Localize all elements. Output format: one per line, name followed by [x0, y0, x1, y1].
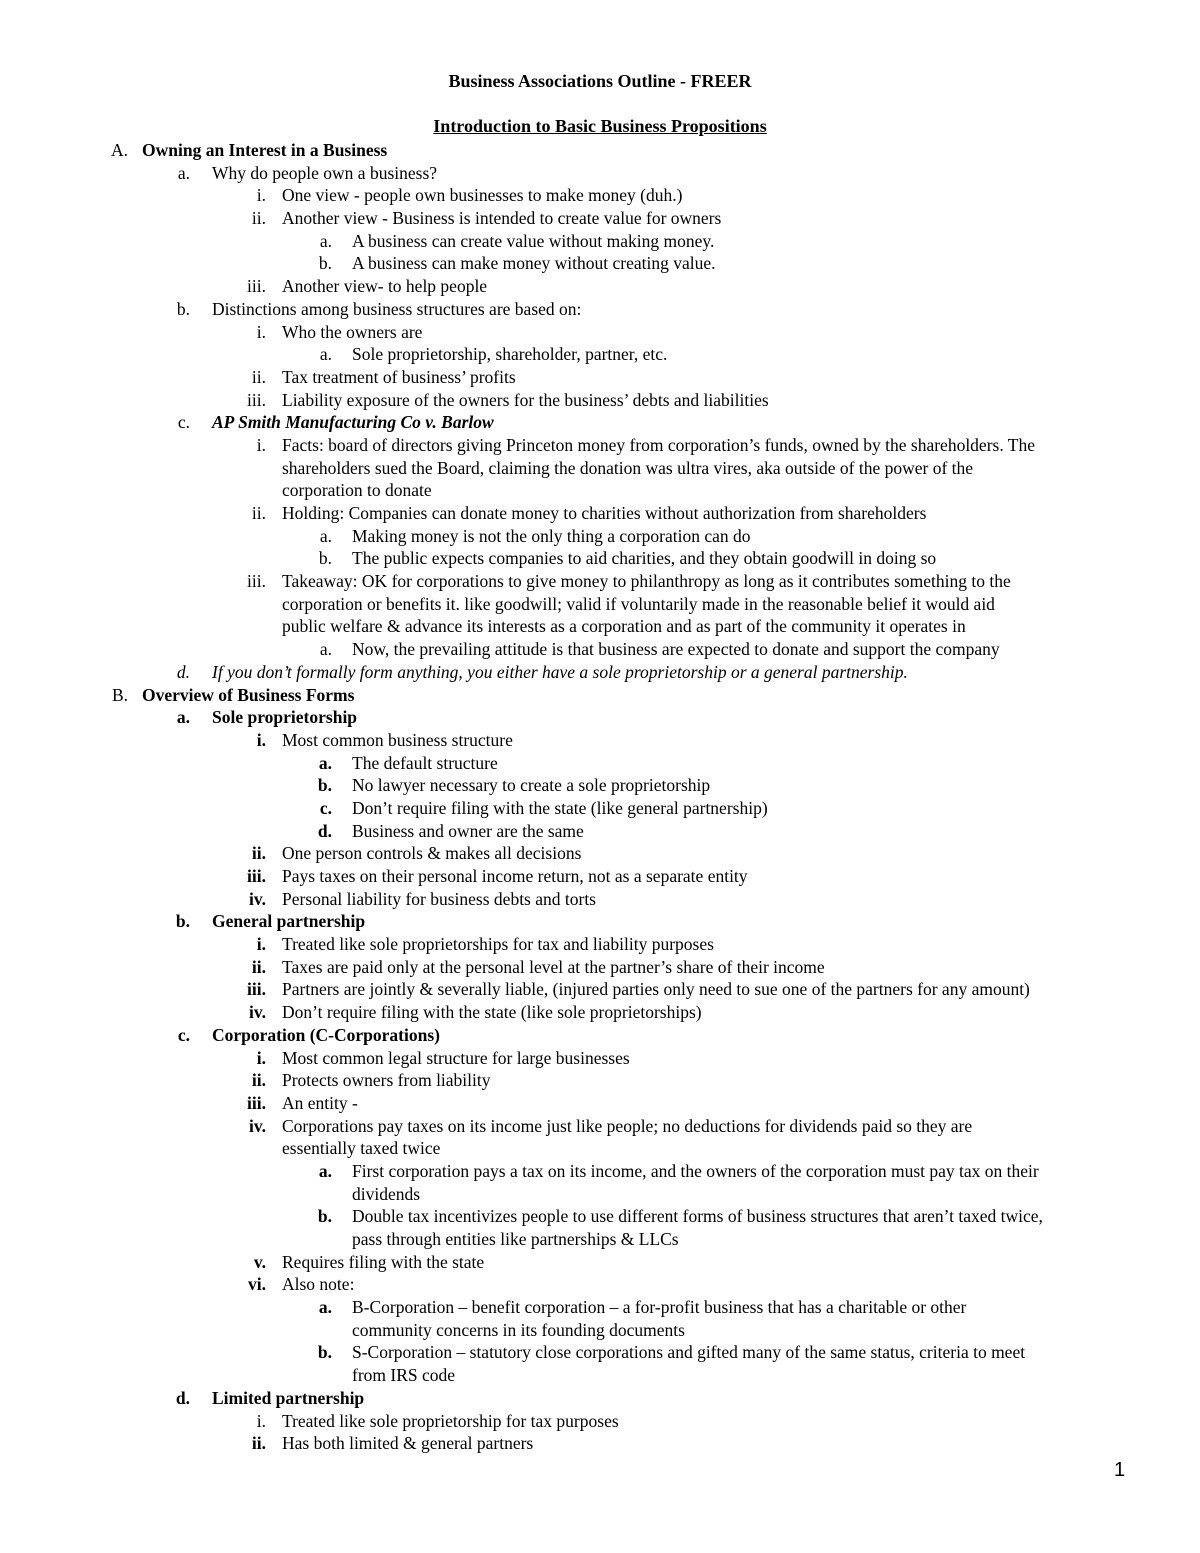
- list-marker: a.: [318, 1160, 332, 1181]
- list-marker: i.: [256, 934, 266, 955]
- outline-text: pass through entities like partnerships & LLCs: [352, 1229, 679, 1249]
- outline-text: A business can create value without making money.: [352, 230, 715, 251]
- list-marker: i.: [256, 185, 266, 206]
- outline-line: [0, 434, 1200, 457]
- list-marker: iii.: [247, 979, 266, 1000]
- outline-text: No lawyer necessary to create a sole proprietorship: [352, 775, 711, 796]
- page-number: 1: [1114, 1459, 1126, 1481]
- outline-text: community concerns in its founding documents: [352, 1319, 685, 1340]
- list-marker: b.: [318, 548, 332, 569]
- outline-text: Personal liability for business debts and torts: [282, 888, 596, 909]
- outline-text: Pays taxes on their personal income return, not as a separate entity: [282, 866, 748, 886]
- outline-text: Business and owner are the same: [352, 820, 584, 841]
- outline-line: [0, 888, 1200, 911]
- outline-text: Don’t require filing with the state (like general partnership): [352, 797, 768, 818]
- outline-line: [0, 865, 1200, 888]
- outline-line: [0, 842, 1200, 865]
- outline-line: [0, 570, 1200, 593]
- outline-line: [0, 1251, 1200, 1274]
- outline-line: [0, 1183, 1200, 1206]
- list-marker: d.: [176, 661, 190, 682]
- outline-text: Requires filing with the state: [282, 1251, 485, 1272]
- outline-line: [0, 1410, 1200, 1433]
- outline-line: [0, 547, 1200, 570]
- outline-text: from IRS code: [352, 1365, 456, 1386]
- outline-line: [0, 1432, 1200, 1455]
- outline-line: [0, 1273, 1200, 1296]
- outline-text: Tax treatment of business’ profits: [282, 366, 516, 387]
- list-marker: iv.: [248, 888, 266, 909]
- list-marker: iii.: [247, 276, 266, 297]
- outline-text: Corporations pay taxes on its income just like people; no deductions for dividends paid so they are: [282, 1115, 973, 1136]
- outline-line: [0, 1092, 1200, 1115]
- outline-text: Now, the prevailing attitude is that business are expected to donate and support the company: [352, 639, 1000, 660]
- list-marker: ii.: [251, 503, 266, 523]
- list-marker: ii.: [251, 956, 266, 977]
- outline-line: [0, 479, 1200, 502]
- outline-line: [0, 820, 1200, 843]
- outline-text: Why do people own a business?: [212, 162, 438, 183]
- outline-line: [0, 525, 1200, 548]
- outline-text: Most common business structure: [282, 729, 513, 750]
- outline-text: AP Smith Manufacturing Co v. Barlow: [212, 412, 494, 433]
- outline-text: Who the owners are: [282, 321, 423, 342]
- outline-line: [0, 207, 1200, 230]
- outline-text: Corporation (C-Corporations): [212, 1024, 440, 1045]
- outline-line: [0, 502, 1200, 525]
- list-marker: iii.: [247, 571, 266, 592]
- outline-line: [0, 706, 1200, 729]
- outline-line: [0, 615, 1200, 638]
- list-marker: v.: [253, 1251, 266, 1272]
- outline-text: Making money is not the only thing a corporation can do: [352, 525, 751, 546]
- outline-line: [0, 1024, 1200, 1047]
- outline-line: [0, 1047, 1200, 1070]
- list-marker: ii.: [251, 1433, 266, 1454]
- list-marker: iii.: [247, 866, 266, 886]
- list-marker: a.: [319, 525, 332, 546]
- list-marker: ii.: [251, 366, 266, 387]
- outline-text: One person controls & makes all decisions: [282, 843, 582, 864]
- outline-text: A business can make money without creating value.: [352, 253, 716, 274]
- outline-text: Protects owners from liability: [282, 1070, 491, 1091]
- outline-line: [0, 343, 1200, 366]
- outline-line: [0, 275, 1200, 298]
- outline-line: [0, 1364, 1200, 1387]
- list-marker: d.: [175, 1387, 190, 1408]
- outline-text: Another view- to help people: [282, 276, 488, 297]
- outline-text: Sole proprietorship: [212, 707, 358, 728]
- outline-text: Holding: Companies can donate money to charities without authorization from shareholders: [282, 503, 927, 523]
- outline-line: [0, 1001, 1200, 1024]
- outline-text: public welfare & advance its interests as a corporation and as part of the community it operates in: [282, 616, 966, 637]
- outline-line: [0, 411, 1200, 434]
- outline-text: Don’t require filing with the state (like sole proprietorships): [282, 1002, 702, 1023]
- list-marker: c.: [177, 412, 190, 433]
- list-marker: b.: [317, 1206, 332, 1227]
- list-marker: B.: [111, 684, 128, 705]
- list-marker: a.: [319, 230, 332, 251]
- list-marker: A.: [110, 140, 128, 160]
- outline-text: The default structure: [352, 752, 498, 773]
- list-marker: c.: [177, 1024, 190, 1045]
- list-marker: a.: [177, 162, 190, 183]
- outline-line: [0, 752, 1200, 775]
- outline-line: [0, 1296, 1200, 1319]
- outline-text: shareholders sued the Board, claiming the donation was ultra vires, aka outside of the power of the: [282, 457, 974, 478]
- outline-line: [0, 1387, 1200, 1410]
- list-marker: a.: [176, 707, 190, 728]
- outline-text: Owning an Interest in a Business: [142, 140, 388, 160]
- outline-line: [0, 593, 1200, 616]
- list-marker: vi.: [248, 1274, 266, 1295]
- outline-line: [0, 797, 1200, 820]
- outline-text: Double tax incentivizes people to use different forms of business structures that aren’t taxed twice,: [352, 1206, 1043, 1227]
- outline-line: [0, 1069, 1200, 1092]
- outline: [0, 139, 1200, 1455]
- outline-text: corporation or benefits it. like goodwill; valid if voluntarily made in the reasonable belief it would aid: [282, 593, 995, 614]
- outline-line: [0, 366, 1200, 389]
- outline-line: [0, 1160, 1200, 1183]
- list-marker: d.: [317, 820, 332, 841]
- list-marker: ii.: [251, 1070, 266, 1091]
- outline-line: [0, 684, 1200, 707]
- outline-line: [0, 661, 1200, 684]
- list-marker: b.: [176, 298, 190, 319]
- outline-text: The public expects companies to aid charities, and they obtain goodwill in doing so: [352, 548, 937, 569]
- list-marker: iii.: [247, 1092, 266, 1113]
- outline-text: Has both limited & general partners: [282, 1433, 534, 1454]
- list-marker: b.: [317, 1342, 332, 1363]
- list-marker: a.: [319, 639, 332, 660]
- outline-text: If you don’t formally form anything, you either have a sole proprietorship or a general partnership.: [212, 661, 908, 682]
- list-marker: i.: [256, 1047, 266, 1068]
- list-marker: i.: [256, 1410, 266, 1431]
- document-title: Business Associations Outline - FREER: [448, 71, 752, 91]
- outline-text: Distinctions among business structures are based on:: [212, 298, 582, 319]
- outline-text: Liability exposure of the owners for the business’ debts and liabilities: [282, 389, 769, 410]
- outline-line: [0, 933, 1200, 956]
- outline-line: [0, 729, 1200, 752]
- outline-text: One view - people own businesses to make money (duh.): [282, 185, 683, 206]
- outline-text: S-Corporation – statutory close corporations and gifted many of the same status, criteria to meet: [352, 1342, 1026, 1363]
- list-marker: b.: [317, 775, 332, 796]
- outline-text: Treated like sole proprietorships for tax and liability purposes: [282, 934, 714, 955]
- outline-line: [0, 956, 1200, 979]
- outline-line: [0, 978, 1200, 1001]
- outline-text: Sole proprietorship, shareholder, partner, etc.: [352, 344, 668, 365]
- outline-line: [0, 162, 1200, 185]
- outline-text: Treated like sole proprietorship for tax purposes: [282, 1410, 619, 1431]
- list-marker: iii.: [247, 389, 266, 410]
- list-marker: iv.: [248, 1002, 266, 1023]
- outline-text: essentially taxed twice: [282, 1138, 441, 1159]
- outline-line: [0, 389, 1200, 412]
- section-heading: Introduction to Basic Business Propositions: [433, 116, 767, 136]
- outline-line: [0, 139, 1200, 162]
- list-marker: b.: [175, 911, 190, 932]
- list-marker: a.: [318, 1297, 332, 1318]
- list-marker: ii.: [251, 843, 266, 864]
- outline-text: Taxes are paid only at the personal level at the partner’s share of their income: [282, 956, 825, 977]
- outline-line: [0, 910, 1200, 933]
- outline-line: [0, 1205, 1200, 1228]
- outline-text: Most common legal structure for large businesses: [282, 1047, 630, 1068]
- list-marker: i.: [256, 729, 266, 750]
- outline-line: [0, 1137, 1200, 1160]
- outline-text: corporation to donate: [282, 480, 432, 501]
- outline-line: [0, 321, 1200, 344]
- outline-text: B-Corporation – benefit corporation – a for-profit business that has a charitable or other: [352, 1297, 967, 1318]
- outline-line: [0, 184, 1200, 207]
- outline-text: Partners are jointly & severally liable, (injured parties only need to sue one of the partners for any amount): [282, 979, 1030, 1000]
- outline-text: An entity -: [282, 1092, 358, 1113]
- list-marker: a.: [319, 344, 332, 365]
- outline-line: [0, 774, 1200, 797]
- outline-text: Limited partnership: [212, 1387, 365, 1408]
- outline-line: [0, 230, 1200, 253]
- outline-line: [0, 252, 1200, 275]
- list-marker: i.: [256, 321, 266, 342]
- list-marker: c.: [319, 797, 332, 818]
- outline-line: [0, 298, 1200, 321]
- outline-line: [0, 1319, 1200, 1342]
- list-marker: iv.: [248, 1115, 266, 1136]
- outline-line: [0, 638, 1200, 661]
- outline-text: dividends: [352, 1183, 421, 1204]
- outline-line: [0, 1228, 1200, 1251]
- outline-text: Facts: board of directors giving Princeton money from corporation’s funds, owned by the shareholders. The: [282, 434, 1035, 455]
- list-marker: i.: [256, 434, 266, 455]
- outline-line: [0, 457, 1200, 480]
- list-marker: b.: [318, 253, 332, 274]
- list-marker: ii.: [251, 208, 266, 229]
- outline-text: General partnership: [212, 911, 366, 932]
- outline-text: Takeaway: OK for corporations to give money to philanthropy as long as it contributes something to the: [282, 571, 1011, 592]
- list-marker: a.: [318, 752, 332, 773]
- outline-text: Also note:: [282, 1274, 355, 1295]
- outline-text: First corporation pays a tax on its income, and the owners of the corporation must pay tax on their: [352, 1160, 1039, 1181]
- outline-text: Another view - Business is intended to create value for owners: [282, 208, 722, 229]
- outline-text: Overview of Business Forms: [142, 684, 355, 705]
- outline-line: [0, 1341, 1200, 1364]
- outline-line: [0, 1115, 1200, 1138]
